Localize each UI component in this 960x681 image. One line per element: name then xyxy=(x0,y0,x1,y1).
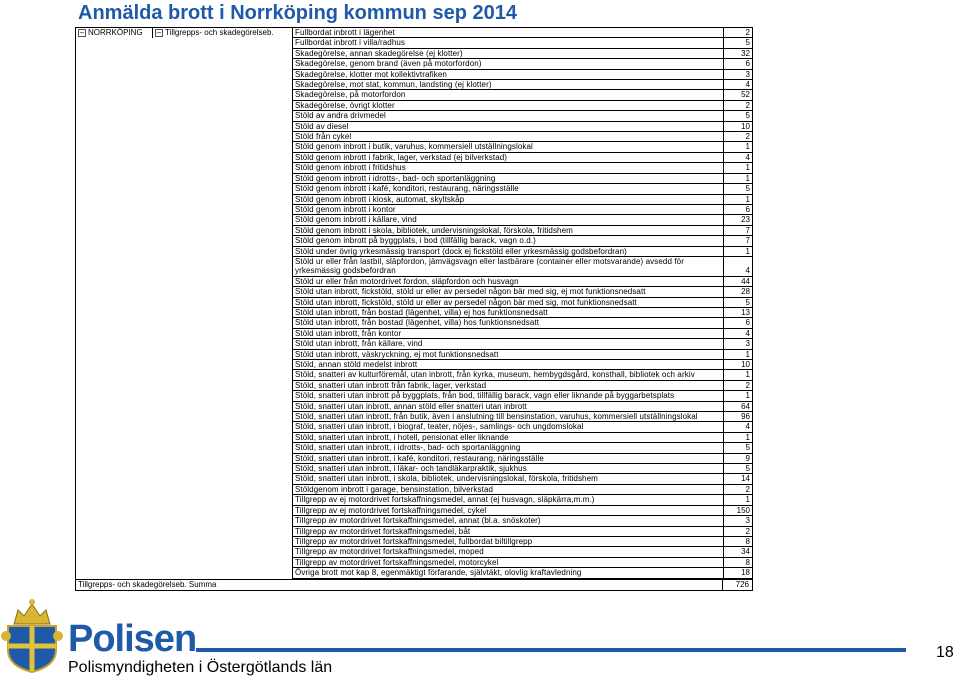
table-row xyxy=(293,163,753,173)
table-row xyxy=(293,547,753,557)
row-label: Stöld utan inbrott, från bostad (lägenhet, villa) ej hos funktionsnedsatt xyxy=(295,307,548,317)
row-value: 8 xyxy=(723,537,753,546)
table-row xyxy=(293,132,753,142)
row-label: Stöld utan inbrott, från källare, vind xyxy=(295,339,423,349)
table-row xyxy=(293,90,753,100)
table-row xyxy=(293,318,753,328)
row-value: 9 xyxy=(723,454,753,463)
row-value: 4 xyxy=(723,422,753,431)
row-value: 1 xyxy=(723,391,753,400)
row-label: Övriga brott mot kap 8, egenmäktigt förfarande, självtäkt, olovlig kraftavledning xyxy=(295,568,582,578)
row-label: Skadegörelse, klotter mot kollektivtrafiken xyxy=(295,69,447,79)
table-row xyxy=(293,215,753,225)
row-label: Stöld genom inbrott i skola, bibliotek, undervisningslokal, förskola, fritidshem xyxy=(295,225,573,235)
page-title: Anmälda brott i Norrköping kommun sep 2014 xyxy=(78,2,517,24)
row-label: Tillgrepp av motordrivet fortskaffningsmedel, moped xyxy=(295,547,484,557)
row-label: Stöld utan inbrott, från kontor xyxy=(295,328,402,338)
row-value: 4 xyxy=(723,257,753,276)
row-value: 96 xyxy=(723,412,753,421)
row-value: 1 xyxy=(723,142,753,151)
table-row xyxy=(293,568,753,578)
row-value: 3 xyxy=(723,516,753,525)
table-row xyxy=(293,402,753,412)
table-row xyxy=(293,49,753,59)
row-label: Stöld genom inbrott i fritidshus xyxy=(295,163,406,173)
row-value: 6 xyxy=(723,59,753,68)
summary-label: Tillgrepps- och skadegörelseb. Summa xyxy=(78,580,217,589)
table-row xyxy=(293,111,753,121)
collapse-icon[interactable]: − xyxy=(156,28,162,37)
table-row xyxy=(293,391,753,401)
row-label: Stöld, snatteri utan inbrott från fabrik, lager, verkstad xyxy=(295,380,487,390)
region-label: NORRKÖPING xyxy=(88,28,143,37)
table-row xyxy=(293,277,753,287)
table-row xyxy=(293,329,753,339)
row-label: Stöld ur eller från motordrivet fordon, släpfordon och husvagn xyxy=(295,276,519,286)
row-label: Tillgrepp av motordrivet fortskaffningsmedel, annat (bl.a. snöskoter) xyxy=(295,516,541,526)
category-label: Tillgrepps- och skadegörelseb. xyxy=(165,28,274,37)
row-value: 5 xyxy=(723,184,753,193)
table-row xyxy=(293,360,753,370)
row-value: 8 xyxy=(723,558,753,567)
row-label: Stöld från cykel xyxy=(295,132,352,142)
collapse-icon[interactable]: − xyxy=(79,28,85,37)
table-row xyxy=(293,236,753,246)
table-row xyxy=(293,308,753,318)
row-value: 2 xyxy=(723,28,753,37)
table-rows xyxy=(292,28,753,579)
report-table xyxy=(75,27,753,591)
brand-divider xyxy=(196,648,906,652)
row-value: 14 xyxy=(723,474,753,483)
row-value: 5 xyxy=(723,111,753,120)
row-label: Skadegörelse, på motorfordon xyxy=(295,90,406,100)
row-label: Fullbordat inbrott i lägenhet xyxy=(295,28,395,37)
row-value: 64 xyxy=(723,402,753,411)
row-value: 10 xyxy=(723,360,753,369)
row-value: 4 xyxy=(723,329,753,338)
table-row xyxy=(293,495,753,505)
row-label: Stöld, snatteri utan inbrott, annan stöld eller snatteri utan inbrott xyxy=(295,401,527,411)
table-row xyxy=(293,412,753,422)
table-row xyxy=(293,381,753,391)
table-row xyxy=(293,247,753,257)
row-label: Skadegörelse, mot stat, kommun, landsting (ej klotter) xyxy=(295,80,492,90)
table-row xyxy=(293,28,753,38)
row-label: Stöld, annan stöld medelst inbrott xyxy=(295,360,418,369)
row-label: Stöld, snatteri utan inbrott, i skola, bibliotek, undervisningslokal, förskola, fritidshem xyxy=(295,474,598,484)
row-value: 1 xyxy=(723,247,753,256)
row-label: Stöld genom inbrott i kafé, konditori, restaurang, näringsställe xyxy=(295,184,519,194)
row-label: Stöld, snatteri utan inbrott, i idrotts-, bad- och sportanläggning xyxy=(295,443,521,453)
table-row xyxy=(293,101,753,111)
row-label: Skadegörelse, annan skadegörelse (ej klotter) xyxy=(295,48,463,58)
table-row xyxy=(293,38,753,48)
row-value: 6 xyxy=(723,205,753,214)
row-value: 44 xyxy=(723,277,753,286)
row-label: Stöld genom inbrott i kontor xyxy=(295,204,396,214)
table-row xyxy=(293,516,753,526)
row-label: Stöld ur eller från lastbil, släpfordon, jämvägsvagn eller lastbärare (container eller motsvarande) avsedd för yrkesmässig godsbefordran xyxy=(295,256,684,276)
table-row xyxy=(293,454,753,464)
row-label: Stöld utan inbrott, fickstöld, stöld ur eller av persedel någon bär med sig, ej mot funktionsnedsatt xyxy=(295,287,646,297)
row-value: 5 xyxy=(723,298,753,307)
row-value: 7 xyxy=(723,226,753,235)
row-label: Stöld, snatteri utan inbrott, i biograf, teater, nöjes-, samlings- och ungdomslokal xyxy=(295,422,584,432)
row-label: Tillgrepp av motordrivet fortskaffningsmedel, fullbordat biltillgrepp xyxy=(295,536,533,546)
row-label: Stöld utan inbrott, fickstöld, stöld ur eller av persedel någon bär med sig, mot funktionsnedsatt xyxy=(295,297,637,307)
row-value: 1 xyxy=(723,163,753,172)
row-value: 1 xyxy=(723,350,753,359)
row-value: 5 xyxy=(723,464,753,473)
table-row xyxy=(293,226,753,236)
row-label: Stöld, snatteri utan inbrott, i hotell, pensionat eller liknande xyxy=(295,432,509,442)
row-value: 1 xyxy=(723,174,753,183)
summary-row xyxy=(76,579,752,590)
row-value: 10 xyxy=(723,122,753,131)
row-value: 2 xyxy=(723,381,753,390)
row-label: Skadegörelse, övrigt klotter xyxy=(295,100,395,110)
row-value: 1 xyxy=(723,195,753,204)
row-label: Stöld, snatteri utan inbrott, i läkar- och tandläkarpraktik, sjukhus xyxy=(295,464,527,474)
table-row xyxy=(293,153,753,163)
table-row xyxy=(293,298,753,308)
table-row xyxy=(293,370,753,380)
region-header[interactable] xyxy=(76,28,152,38)
row-value: 3 xyxy=(723,339,753,348)
brand-logo-text: Polisen xyxy=(68,618,197,660)
row-label: Stöld av andra drivmedel xyxy=(295,111,386,121)
table-row xyxy=(293,70,753,80)
row-label: Stöld, snatteri av kulturföremål, utan inbrott, från kyrka, museum, hembygdsgård, konsthall, bibliotek och arkiv xyxy=(295,370,695,380)
table-row xyxy=(293,433,753,443)
row-value: 2 xyxy=(723,101,753,110)
row-value: 2 xyxy=(723,132,753,141)
row-label: Stöld genom inbrott i källare, vind xyxy=(295,215,417,225)
row-value: 18 xyxy=(723,568,753,577)
row-label: Stöld, snatteri utan inbrott, i kafé, konditori, restaurang, näringsställe xyxy=(295,453,544,463)
row-label: Stöld, snatteri utan inbrott, från butik, även i anslutning till bensinstation, varuhus, kommersiell utställningslokal xyxy=(295,412,698,422)
row-value: 2 xyxy=(723,527,753,536)
footer-subtitle: Polismyndigheten i Östergötlands län xyxy=(68,659,333,676)
row-value: 23 xyxy=(723,215,753,224)
table-row xyxy=(293,443,753,453)
table-row xyxy=(293,59,753,69)
table-row xyxy=(293,195,753,205)
table-row xyxy=(293,142,753,152)
row-value: 4 xyxy=(723,80,753,89)
table-row xyxy=(293,184,753,194)
row-value: 2 xyxy=(723,485,753,494)
row-value: 52 xyxy=(723,90,753,99)
row-value: 4 xyxy=(723,153,753,162)
row-label: Stöld genom inbrott på byggplats, i bod (tillfällig barack, vagn o.d.) xyxy=(295,236,536,246)
row-value: 6 xyxy=(723,318,753,327)
row-label: Tillgrepp av ej motordrivet fortskaffningsmedel, cykel xyxy=(295,505,487,515)
row-label: Stöldgenom inbrott i garage, bensinstation, bilverkstad xyxy=(295,484,494,494)
row-label: Stöld genom inbrott i fabrik, lager, verkstad (ej bilverkstad) xyxy=(295,152,508,162)
row-value: 5 xyxy=(723,38,753,47)
table-row xyxy=(293,474,753,484)
table-row xyxy=(293,80,753,90)
table-row xyxy=(293,485,753,495)
row-value: 32 xyxy=(723,49,753,58)
row-value: 5 xyxy=(723,443,753,452)
row-label: Tillgrepp av ej motordrivet fortskaffningsmedel, annat (ej husvagn, släpkärra,m.m.) xyxy=(295,495,595,505)
table-row xyxy=(293,422,753,432)
table-row xyxy=(293,558,753,568)
row-value: 28 xyxy=(723,287,753,296)
row-label: Stöld, snatteri utan inbrott på byggplats, från bod, tillfällig barack, vagn eller liknande på byggarbetsplats xyxy=(295,391,675,401)
row-label: Stöld genom inbrott i kiosk, automat, skyltskåp xyxy=(295,194,465,204)
table-row xyxy=(293,527,753,537)
row-value: 34 xyxy=(723,547,753,556)
row-label: Stöld av diesel xyxy=(295,121,349,131)
table-row xyxy=(293,506,753,516)
row-value: 1 xyxy=(723,433,753,442)
row-label: Stöld genom inbrott i butik, varuhus, kommersiell utställningslokal xyxy=(295,142,533,152)
table-row xyxy=(293,205,753,215)
row-label: Stöld utan inbrott, väskryckning, ej mot funktionsnedsatt xyxy=(295,349,499,359)
row-value: 3 xyxy=(723,70,753,79)
table-row xyxy=(293,122,753,132)
row-label: Tillgrepp av motordrivet fortskaffningsmedel, båt xyxy=(295,526,471,536)
row-value: 1 xyxy=(723,370,753,379)
page-number: 18 xyxy=(936,644,954,661)
table-row xyxy=(293,350,753,360)
row-value: 1 xyxy=(723,495,753,504)
table-row xyxy=(293,339,753,349)
category-header[interactable] xyxy=(152,28,293,38)
row-value: 150 xyxy=(723,506,753,515)
row-value: 7 xyxy=(723,236,753,245)
table-row xyxy=(293,464,753,474)
table-row xyxy=(293,537,753,547)
row-label: Skadegörelse, genom brand (även på motorfordon) xyxy=(295,59,482,69)
row-label: Fullbordat inbrott i villa/radhus xyxy=(295,38,406,48)
row-label: Tillgrepp av motordrivet fortskaffningsmedel, motorcykel xyxy=(295,557,499,567)
row-value: 13 xyxy=(723,308,753,317)
table-row xyxy=(293,174,753,184)
table-row xyxy=(293,287,753,297)
table-row xyxy=(293,257,753,277)
summary-value: 726 xyxy=(722,580,752,590)
row-label: Stöld under övrig yrkesmässig transport (dock ej fickstöld eller yrkesmässig godsbefordran) xyxy=(295,246,627,256)
row-label: Stöld genom inbrott i idrotts-, bad- och sportanläggning xyxy=(295,173,496,183)
row-label: Stöld utan inbrott, från bostad (lägenhet, villa) hos funktionsnedsatt xyxy=(295,318,540,328)
police-crest-icon xyxy=(0,596,64,674)
